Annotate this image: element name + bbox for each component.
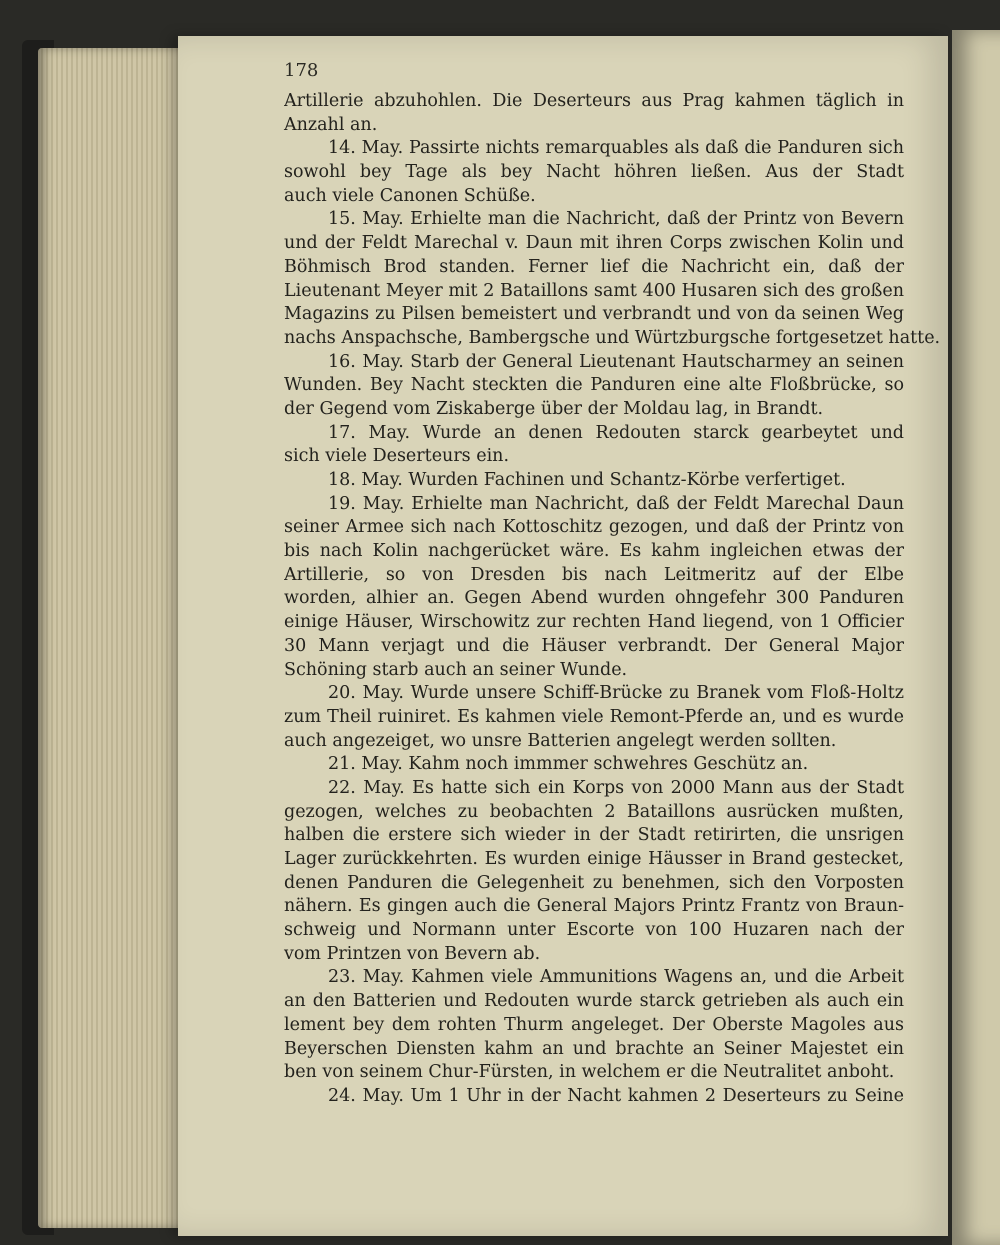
text-line: 15. May. Erhielte man die Nachricht, daß der Printz von Bevern [328,209,904,230]
text-line: auch viele Canonen Schüße. [284,185,536,206]
text-line: bis nach Kolin nachgerücket wäre. Es kahm ingleichen etwas der [284,541,904,562]
text-line: halben die erstere sich wieder in der Stadt retirirten, die unsrigen [284,825,904,846]
text-line: sowohl bey Tage als bey Nacht höhren ließen. Aus der Stadt [284,162,904,183]
text-line: 19. May. Erhielte man Nachricht, daß der Feldt Marechal Daun [328,493,904,514]
text-line: sich viele Deserteurs ein. [284,446,510,467]
text-line: Lager zurückkehrten. Es wurden einige Häusser in Brand gestecket, [284,849,904,869]
text-line: 20. May. Wurde unsere Schiff-Brücke zu Branek vom Floß-Holtz [328,683,904,704]
text-line: Lieutenant Meyer mit 2 Bataillons samt 400 Husaren sich des großen [284,280,904,301]
text-line: der Gegend vom Ziskaberge über der Moldau lag, in Brandt. [284,398,824,419]
text-line: auch angezeiget, wo unsre Batterien angelegt werden sollten. [284,730,837,751]
book-page [178,36,948,1236]
text-line: Artillerie, so von Dresden bis nach Leitmeritz auf der Elbe [284,564,904,585]
text-line: an den Batterien und Redouten wurde starck getrieben als auch ein [284,991,904,1012]
text-line: gezogen, welches zu beobachten 2 Bataillons ausrücken mußten, [284,801,904,822]
text-line: und der Feldt Marechal v. Daun mit ihren Corps zwischen Kolin und [284,233,904,254]
body-text [284,90,941,1109]
text-line: ben von seinem Chur-Fürsten, in welchem er die Neutralitet anboht. [284,1062,895,1083]
text-line: Anzahl an. [284,114,378,135]
text-line: einige Häuser, Wirschowitz zur rechten Hand liegend, von 1 Officier [284,612,904,633]
page-number: 178 [284,60,319,81]
text-line: 22. May. Es hatte sich ein Korps von 2000 Mann aus der Stadt [328,777,904,798]
text-line: denen Panduren die Gelegenheit zu benehmen, sich den Vorposten [284,872,904,893]
text-line: vom Printzen von Bevern ab. [284,943,541,964]
text-line: lement bey dem rohten Thurm angeleget. Der Oberste Magoles aus [284,1014,904,1035]
text-line: 16. May. Starb der General Lieutenant Hautscharmey an seinen [328,351,904,372]
text-line: Beyerschen Diensten kahm an und brachte an Seiner Majestet ein [284,1038,904,1059]
text-line: 14. May. Passirte nichts remarquables als daß die Panduren sich [328,138,904,159]
text-line: nachs Anspachsche, Bambergsche und Würtzburgsche fortgesetzet hatte. [284,327,941,348]
text-line: Schöning starb auch an seiner Wunde. [284,659,628,680]
text-line: seiner Armee sich nach Kottoschitz gezogen, und daß der Printz von [284,517,904,538]
text-line: worden, alhier an. Gegen Abend wurden ohngefehr 300 Panduren [284,588,904,609]
text-line: 30 Mann verjagt und die Häuser verbrandt. Der General Major [284,635,904,656]
text-line: schweig und Normann unter Escorte von 100 Huzaren nach der [284,920,904,941]
text-line: Böhmisch Brod standen. Ferner lief die Nachricht ein, daß der [284,256,904,277]
text-line: 17. May. Wurde an denen Redouten starck gearbeytet und [328,422,904,443]
text-line: 24. May. Um 1 Uhr in der Nacht kahmen 2 Deserteurs zu Seine [328,1085,904,1106]
text-line: 18. May. Wurden Fachinen und Schantz-Körbe verfertiget. [328,470,846,490]
text-line: nähern. Es gingen auch die General Majors Printz Frantz von Braun- [284,896,904,917]
text-line: Magazins zu Pilsen bemeistert und verbrandt und von da seinen Weg [284,304,904,325]
text-line: zum Theil ruiniret. Es kahmen viele Remont-Pferde an, und es wurde [284,706,904,727]
text-line: 23. May. Kahmen viele Ammunitions Wagens an, und die Arbeit [328,967,904,988]
text-line: Artillerie abzuhohlen. Die Deserteurs aus Prag kahmen täglich in [284,91,904,111]
text-line: Wunden. Bey Nacht steckten die Panduren eine alte Floßbrücke, so [284,375,904,396]
facing-page-edge [952,30,1000,1245]
text-line: 21. May. Kahm noch immmer schwehres Geschütz an. [328,754,809,775]
